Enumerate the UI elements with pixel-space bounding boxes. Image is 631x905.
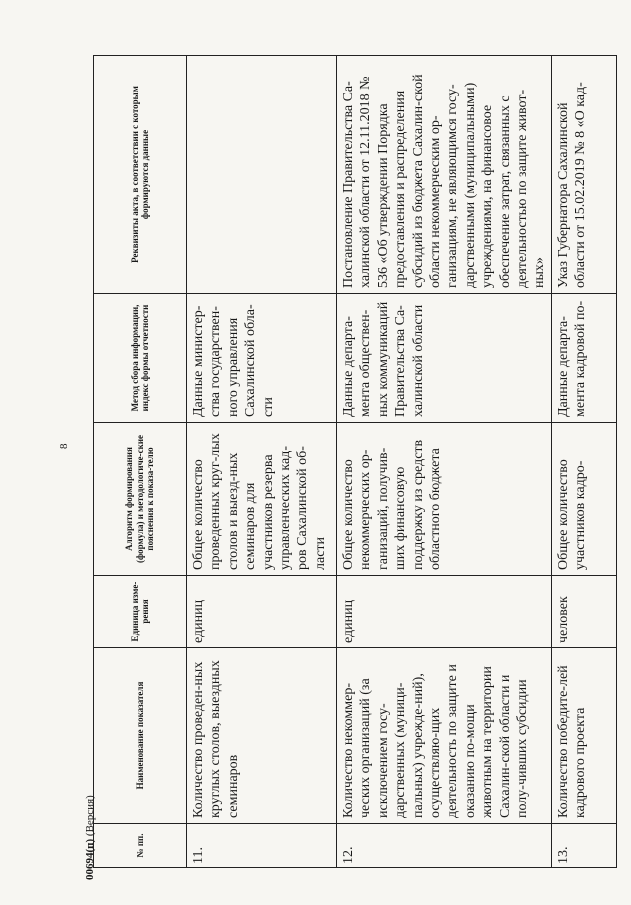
- cell-no: 11.: [187, 824, 337, 868]
- cell-algorithm: Общее количество некоммерческих ор-ганизаций, получив-ших финансовую поддержку из средств областного бюджета: [337, 423, 552, 576]
- cell-act: Постановление Правительства Са-халинской области от 12.11.2018 № 536 «Об утверждении Порядка предоставления и распределения субсидий из бюджета Сахалин-ской области некоммерческим ор-ганизациям, не являющимся госу-дарственными (муниципальными) учреждениями, на финансовое обеспечение затрат, связанных с деятельностью по защите живот-ных»: [337, 56, 552, 294]
- document-version: (Версия): [84, 795, 96, 837]
- document-code-number: 00694(п): [84, 838, 96, 880]
- table-row: [551, 56, 616, 868]
- cell-no: 12.: [337, 824, 552, 868]
- table-row: [337, 56, 552, 868]
- cell-no: 13.: [551, 824, 616, 868]
- indicators-table: [93, 55, 617, 868]
- table-header-row: [94, 56, 187, 868]
- header-source: Метод сбора информации, индекс формы отчетности: [94, 294, 187, 423]
- cell-name: Количество некоммер-ческих организаций (за исключением госу-дарственных (муници-пальных) учрежде-ний), осуществляю-щих деятельность по защите и оказанию по-мощи животным на территории Сахалин-ской области и полу-чивших субсидии: [337, 648, 552, 824]
- cell-algorithm: Общее количество участников кадро-: [551, 423, 616, 576]
- cell-algorithm: Общее количество проведенных круг-лых столов и выезд-ных семинаров для участников резерва управленческих кад-ров Сахалинской об-ласти: [187, 423, 337, 576]
- header-act: Реквизиты акта, в соответствии с которым формируются данные: [94, 56, 187, 294]
- rotated-table-container: [93, 56, 589, 868]
- table-row: [187, 56, 337, 868]
- header-algorithm: Алгоритм формирования (формула) и методологиче-ские пояснения к показа-телю: [94, 423, 187, 576]
- cell-unit: человек: [551, 576, 616, 648]
- cell-source: Данные министер-ства государствен-ного управления Сахалинской обла-сти: [187, 294, 337, 423]
- cell-act: [187, 56, 337, 294]
- cell-unit: единиц: [337, 576, 552, 648]
- cell-act: Указ Губернатора Сахалинской области от 15.02.2019 № 8 «О кад-: [551, 56, 616, 294]
- cell-unit: единиц: [187, 576, 337, 648]
- header-no: № пп.: [94, 824, 187, 868]
- cell-name: Количество проведен-ных круглых столов, выездных семинаров: [187, 648, 337, 824]
- header-name: Наименование показателя: [94, 648, 187, 824]
- header-unit: Единица изме-рения: [94, 576, 187, 648]
- cell-source: Данные департа-мента кадровой по-: [551, 294, 616, 423]
- page-number: 8: [58, 443, 70, 449]
- cell-source: Данные департа-мента обществен-ных коммуникаций Правительства Са-халинской области: [337, 294, 552, 423]
- cell-name: Количество победите-лей кадрового проекта: [551, 648, 616, 824]
